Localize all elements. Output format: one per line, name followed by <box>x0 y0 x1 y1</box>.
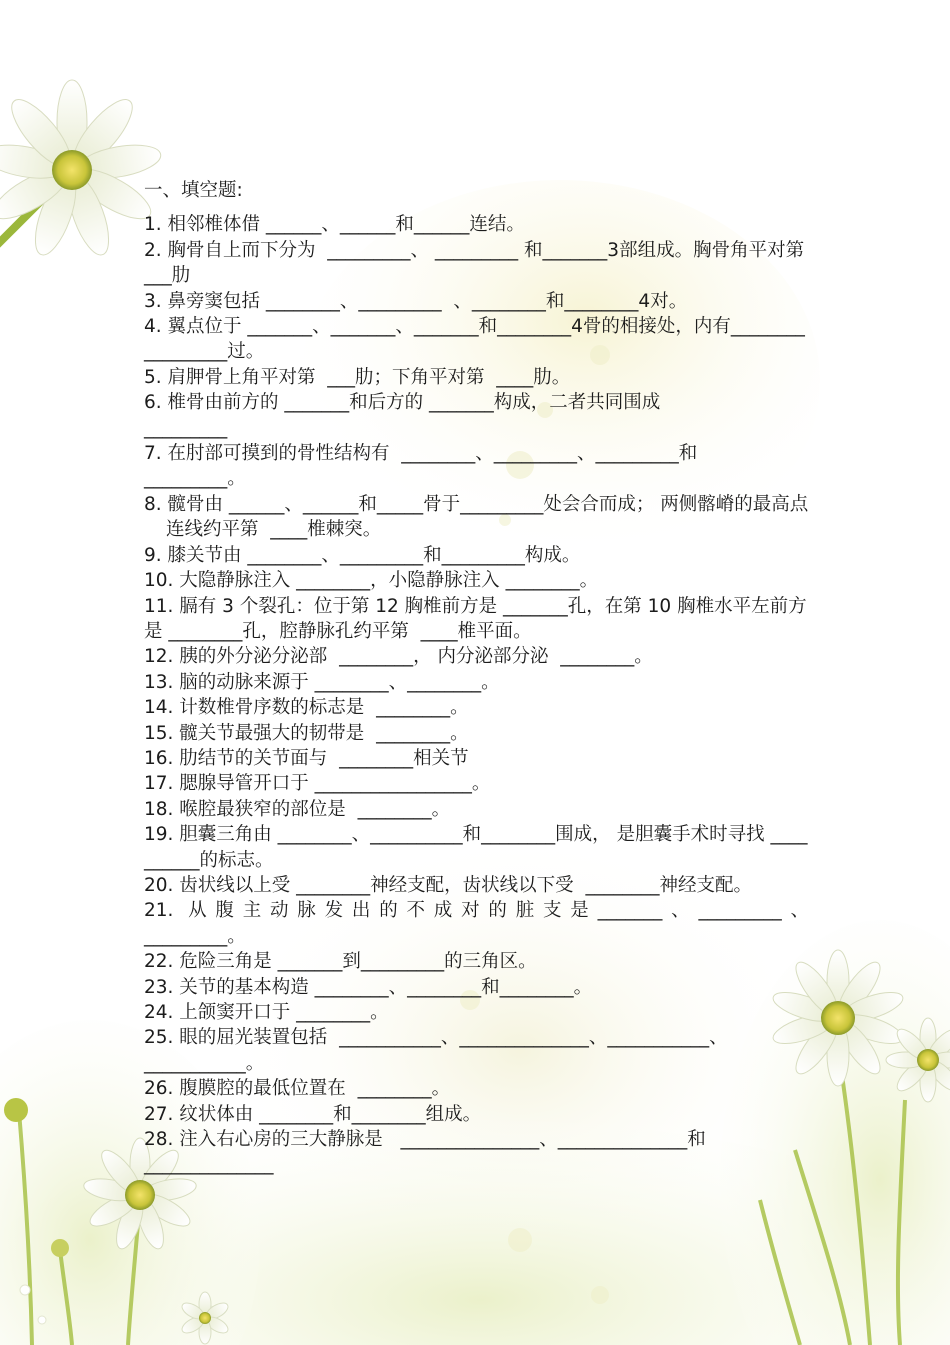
fill-in-blank-worksheet <box>144 178 809 1178</box>
question-28-continuation: ______________ <box>144 1154 274 1176</box>
question-21-continuation: _________。 <box>144 925 246 947</box>
question-14: 14. 计数椎骨序数的标志是 ________。 <box>144 697 469 719</box>
question-5: 5. 肩胛骨上角平对第 ___肋；下角平对第 ____肋。 <box>144 366 571 388</box>
question-15: 15. 髋关节最强大的韧带是 ________。 <box>144 722 469 744</box>
question-21: 21. 从腹主动脉发出的不成对的脏支是_______、_________、 <box>144 900 809 922</box>
question-17: 17. 腮腺导管开口于 _________________。 <box>144 773 491 795</box>
question-3: 3. 鼻旁窦包括 ________、_________ 、________和________4对。 <box>144 290 688 312</box>
question-18: 18. 喉腔最狭窄的部位是 ________。 <box>144 798 451 820</box>
question-20: 20. 齿状线以上受 ________神经支配，齿状线以下受 ________神经支配。 <box>144 874 752 896</box>
question-11: 11. 膈有 3 个裂孔：位于第 12 胸椎前方是 _______孔，在第 10 胸椎水平左前方是 ________孔，腔静脉孔约平第 ____椎平面。 <box>144 595 807 642</box>
question-24: 24. 上颌窦开口于 ________。 <box>144 1002 389 1023</box>
question-28: 28. 注入右心房的三大静脉是 _______________、______________和 <box>144 1129 706 1151</box>
question-12: 12. 胰的外分泌分泌部 ________， 内分泌部分泌 ________。 <box>144 646 653 668</box>
daisy-top-left <box>0 80 163 260</box>
question-6: 6. 椎骨由前方的 _______和后方的 _______构成，二者共同围成 <box>144 392 661 414</box>
question-26: 26. 腹膜腔的最低位置在 ________。 <box>144 1078 451 1100</box>
question-27: 27. 纹状体由 ________和________组成。 <box>144 1103 482 1125</box>
question-9: 9. 膝关节由 ________、_________和_________构成。 <box>144 544 581 566</box>
question-19: 19. 胆囊三角由 ________、__________和________围成， 是胆囊手术时寻找 __________的标志。 <box>144 824 808 871</box>
question-10: 10. 大隐静脉注入 ________，小隐静脉注入 ________。 <box>144 570 599 592</box>
question-25-continuation: ___________。 <box>144 1052 265 1074</box>
question-22: 22. 危险三角是 _______到_________的三角区。 <box>144 951 537 973</box>
question-7: 7. 在肘部可摸到的骨性结构有 ________、_________、_________和 <box>144 443 698 465</box>
question-8: 8. 髋骨由 ______、______和_____骨于_________处会合而成； 两侧髂嵴的最高点连线约平第 ____椎棘突。 <box>144 493 809 541</box>
question-2: 2. 胸骨自上而下分为 _________、 _________ 和_______3部组成。胸骨角平对第 ___肋 <box>144 239 810 287</box>
question-16: 16. 肋结节的关节面与 ________相关节 <box>144 747 469 769</box>
question-1: 1. 相邻椎体借 ______、______和______连结。 <box>144 214 525 236</box>
question-6-continuation: _________ <box>144 417 228 439</box>
question-4: 4. 翼点位于 _______、_______、_______和________4骨的相接处，内有_________________过。 <box>144 316 805 363</box>
question-25: 25. 眼的屈光装置包括 ___________、______________、___________、 <box>144 1027 728 1049</box>
question-13: 13. 脑的动脉来源于 ________、________。 <box>144 671 500 693</box>
question-23: 23. 关节的基本构造 ________、________和________。 <box>144 976 593 998</box>
section-title: 一、填空题: <box>144 180 243 201</box>
question-7-continuation: _________。 <box>144 468 246 490</box>
